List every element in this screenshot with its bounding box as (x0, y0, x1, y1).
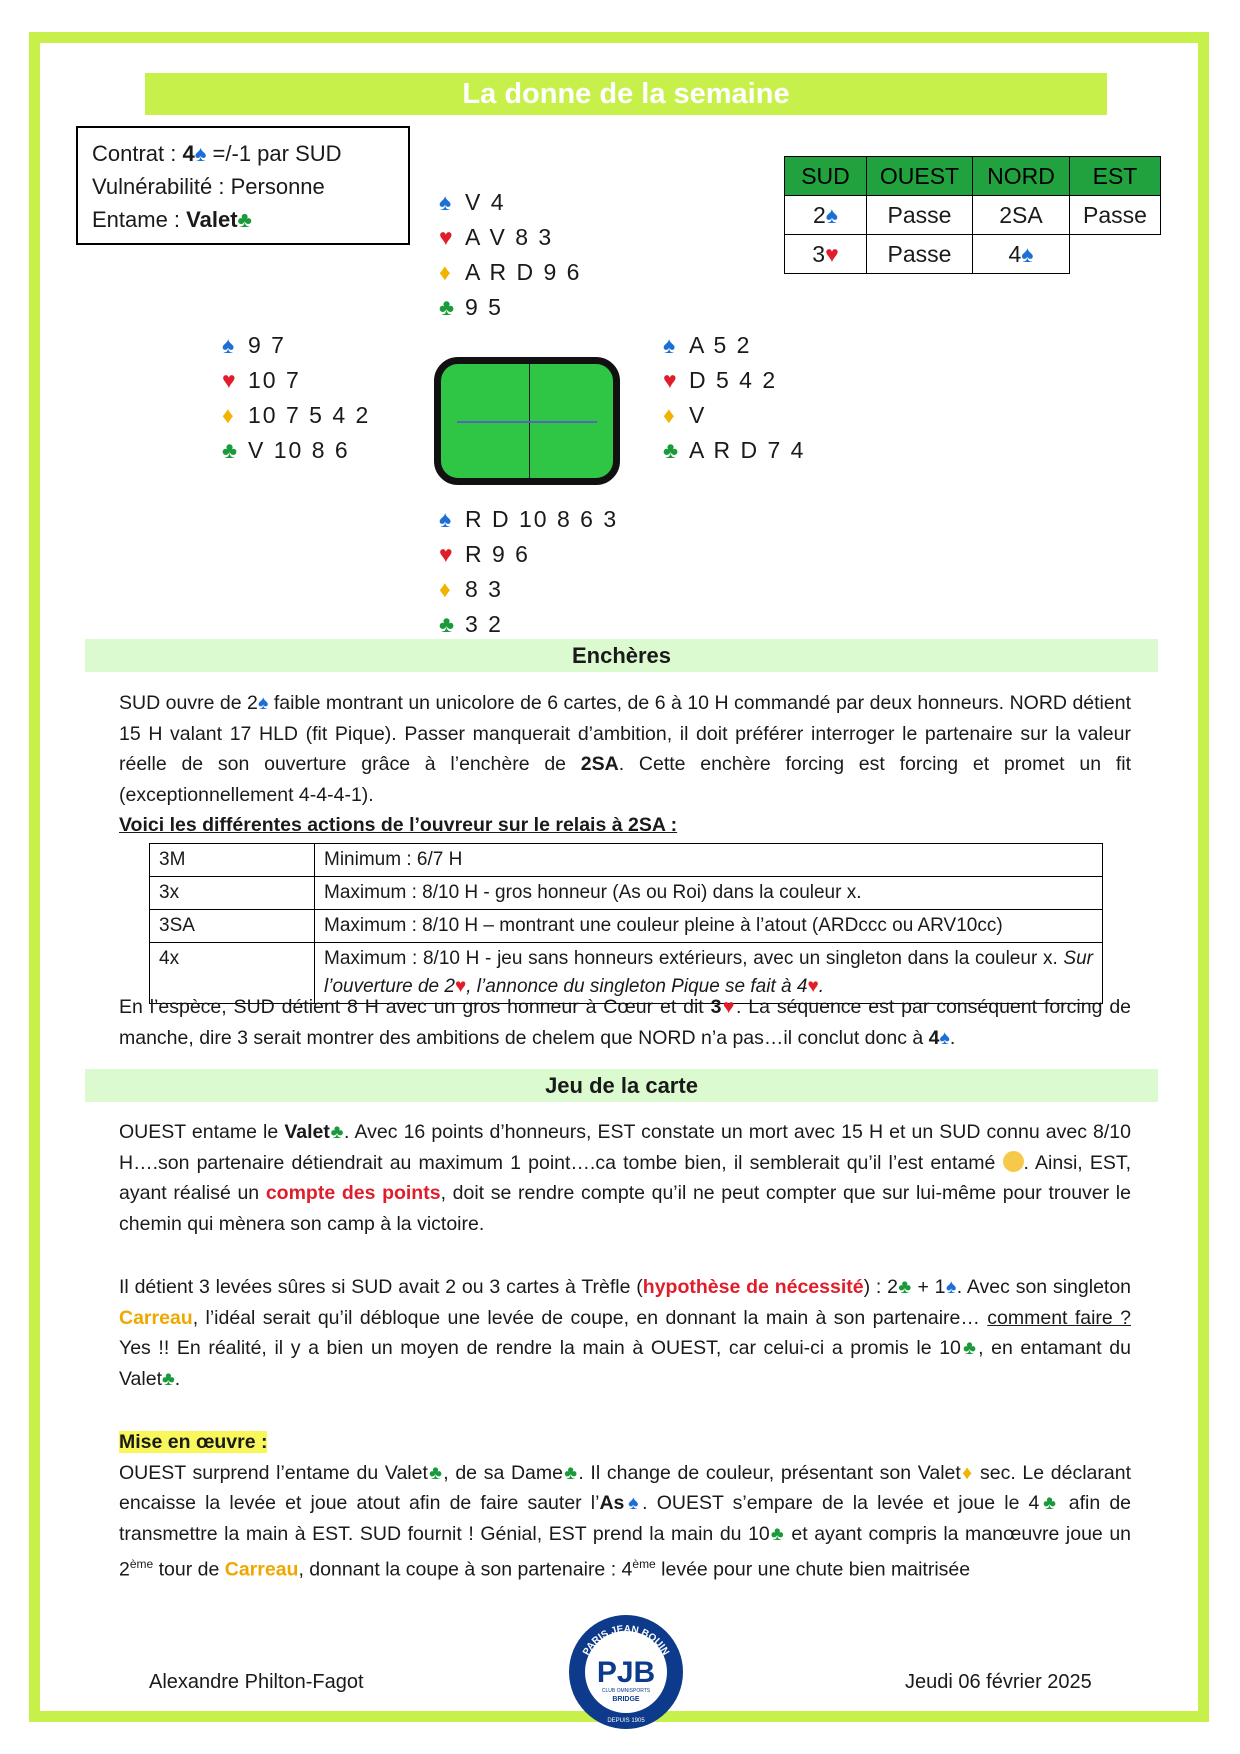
text: sec. Le déclarant encaisse la levée et joue atout afin de faire sauter l’ (119, 1461, 1132, 1514)
club-icon: ♣ (162, 1367, 175, 1390)
sud-hearts (439, 537, 618, 572)
est-spades (663, 328, 805, 363)
bid-level: 4 (1008, 240, 1022, 267)
text: Maximum : 8/10 H - jeu sans honneurs extérieurs, avec un singleton dans la couleur x. (324, 948, 1064, 969)
text: Yes !! En réalité, il y a bien un moyen de rendre la main à OUEST, car celui-ci a promis le 10 (119, 1337, 961, 1359)
cards: D 5 4 2 (689, 367, 778, 393)
text: 4 (928, 1026, 940, 1049)
text: ème (129, 1557, 154, 1571)
vulnerability-line: Vulnérabilité : Personne (92, 174, 325, 199)
text: . La séquence est par conséquent forcing de manche, dire 3 serait montrer des ambitions de chelem que NORD n’a pas…il conclut donc à (119, 996, 1132, 1049)
text: As (599, 1492, 625, 1514)
nord-clubs (439, 290, 581, 325)
bid-cell: Passe (867, 196, 973, 235)
text: + 1 (911, 1276, 946, 1298)
est-hearts (663, 363, 805, 398)
highlight-text: Carreau (119, 1306, 193, 1329)
table-row (150, 910, 1103, 943)
bid-cell: Passe (1070, 196, 1161, 235)
text: . Ainsi, EST, ayant réalisé un (119, 1151, 1132, 1204)
text: Il détient 3 levées sûres si SUD avait 2 ou 3 cartes à Trèfle ( (119, 1276, 643, 1298)
text: . (949, 1026, 956, 1049)
cards: 8 3 (465, 576, 503, 602)
heart-icon: ♥ (439, 224, 453, 250)
club-icon: ♣ (439, 294, 455, 320)
contract-label: Contrat : (92, 141, 183, 166)
heart-icon: ♥ (721, 996, 736, 1018)
cards: 9 5 (465, 294, 503, 320)
lead-line (92, 203, 394, 236)
club-icon: ♣ (898, 1276, 912, 1298)
bid-cell (973, 235, 1070, 274)
cards: 3 2 (465, 611, 503, 637)
mise-heading: Mise en œuvre : (119, 1431, 268, 1453)
cards: 10 7 5 4 2 (248, 402, 371, 428)
club-icon: ♣ (769, 1522, 785, 1545)
spade-icon: ♠ (624, 1492, 643, 1514)
action-key: 4x (150, 943, 315, 1004)
cards: V (689, 402, 707, 428)
encheres-conclusion (119, 992, 1131, 1053)
jeu-paragraph-1 (119, 1117, 1131, 1239)
cards: V 10 8 6 (248, 437, 350, 463)
sud-clubs (439, 607, 618, 642)
lead-card: Valet (186, 207, 238, 232)
logo-sub1: CLUB OMNISPORTS (601, 1688, 651, 1694)
date: Jeudi 06 février 2025 (905, 1671, 1092, 1693)
bidding-row (785, 235, 1161, 274)
cards: V 4 (465, 189, 506, 215)
cards: A R D 9 6 (465, 259, 582, 285)
est-diamonds (663, 398, 805, 433)
heart-icon: ♥ (454, 976, 467, 997)
nord-hearts (439, 220, 581, 255)
cards: 9 7 (248, 332, 286, 358)
text: Sur l’ouverture de 2 (324, 948, 1093, 997)
est-clubs (663, 433, 805, 468)
action-key: 3M (150, 844, 315, 877)
bid-cell (785, 196, 867, 235)
cards: R 9 6 (465, 541, 530, 567)
text: OUEST surprend l’entame du Valet (119, 1461, 428, 1484)
logo-sub2: BRIDGE (612, 1696, 640, 1703)
text: ) : 2 (863, 1276, 899, 1298)
spade-icon: ♠ (439, 506, 452, 532)
text: Valet (284, 1121, 330, 1143)
logo-sub3: DEPUIS 1905 (607, 1718, 645, 1724)
author: Alexandre Philton-Fagot (149, 1671, 364, 1693)
hand-nord (439, 185, 581, 325)
contract-level: 4 (182, 141, 195, 166)
bridge-table-icon (434, 357, 620, 485)
bid-cell: Passe (867, 235, 973, 274)
spade-icon: ♠ (825, 201, 838, 228)
diamond-icon: ♦ (960, 1461, 974, 1484)
action-value: Maximum : 8/10 H - gros honneur (As ou Roi) dans la couleur x. (315, 877, 1103, 910)
text: En l’espèce, SUD détient 8 H avec un gros honneur à Cœur et dit (119, 996, 711, 1018)
bid-level: 2 (812, 201, 826, 228)
text: . (818, 976, 824, 997)
text: comment faire ? (987, 1306, 1131, 1329)
contract-box (76, 126, 410, 245)
table-row (150, 844, 1103, 877)
cards: 10 7 (248, 367, 301, 393)
spade-icon: ♠ (257, 692, 269, 714)
bid-header-sud: SUD (785, 157, 867, 196)
club-icon: ♣ (237, 207, 252, 232)
opener-actions-table (149, 843, 1103, 1004)
bidding-table (784, 156, 1161, 274)
smiley-icon (1003, 1151, 1024, 1172)
cards: A V 8 3 (465, 224, 554, 250)
action-value: Maximum : 8/10 H – montrant une couleur pleine à l’atout (ARDccc ou ARV10cc) (315, 910, 1103, 943)
spade-icon: ♠ (939, 1026, 950, 1049)
heart-icon: ♥ (663, 367, 677, 393)
club-icon: ♣ (663, 437, 679, 463)
diamond-icon: ♦ (439, 576, 451, 602)
text: . Avec son singleton (956, 1276, 1132, 1298)
page-title: La donne de la semaine (145, 73, 1107, 115)
club-icon: ♣ (329, 1121, 345, 1143)
highlight-text: compte des points (265, 1182, 441, 1204)
sud-spades (439, 502, 618, 537)
text: . (174, 1367, 181, 1390)
text: levée pour une chute bien maitrisée (655, 1558, 971, 1581)
contract-result: =/-1 par SUD (206, 141, 342, 166)
section-heading-encheres: Enchères (85, 639, 1158, 672)
text: faible montrant un unicolore de 6 cartes, de 6 à 10 H commandé par deux honneurs. NORD détient 15 H valant 17 HLD (fit Pique). Passer manquerait d’ambition, il doit préférer interroger le partenaire sur la valeur réelle de son ouverture grâce à l’enchère de (119, 692, 1131, 775)
heart-icon: ♥ (439, 541, 453, 567)
action-key: 3SA (150, 910, 315, 943)
text: tour de (153, 1558, 225, 1581)
club-logo (566, 1612, 686, 1732)
text: afin de transmettre la main à EST. SUD fournit ! Génial, EST prend la main du 10 (119, 1492, 1132, 1545)
spade-icon: ♠ (1021, 240, 1034, 267)
logo-monogram: PJB (596, 1656, 656, 1689)
action-value: Minimum : 6/7 H (315, 844, 1103, 877)
bid-cell (785, 235, 867, 274)
nord-spades (439, 185, 581, 220)
hand-ouest (222, 328, 370, 468)
action-key: 3x (150, 877, 315, 910)
club-icon: ♣ (1039, 1492, 1060, 1514)
hand-sud (439, 502, 618, 642)
logo-ring-text: PARIS JEAN BOUIN (581, 1623, 671, 1658)
text: , l’idéal serait qu’il débloque une levée de coupe, en donnant la main à son partenaire… (192, 1306, 988, 1329)
text: OUEST entame le (119, 1121, 285, 1143)
heart-icon: ♥ (222, 367, 236, 393)
text: ème (632, 1557, 656, 1571)
spade-icon: ♠ (663, 332, 676, 358)
bidding-header-row (785, 157, 1161, 196)
heart-icon: ♥ (825, 240, 839, 267)
club-icon: ♣ (222, 437, 238, 463)
diamond-icon: ♦ (222, 402, 234, 428)
bid-cell-empty (1070, 235, 1161, 274)
ouest-clubs (222, 433, 370, 468)
bid-cell: 2SA (973, 196, 1070, 235)
table-row (150, 877, 1103, 910)
ouest-diamonds (222, 398, 370, 433)
text: . Il change de couleur, présentant son Valet (578, 1461, 961, 1484)
text: , en entamant du Valet (119, 1337, 1132, 1390)
bid-header-ouest: OUEST (867, 157, 973, 196)
highlight-text: Carreau (224, 1558, 299, 1581)
hand-est (663, 328, 805, 468)
nord-diamonds (439, 255, 581, 290)
contract-line (92, 137, 394, 170)
text: 2SA (580, 753, 619, 775)
spade-icon: ♠ (945, 1276, 957, 1298)
text: , de sa Dame (443, 1461, 563, 1484)
cards: R D 10 8 6 3 (465, 506, 619, 532)
spade-icon: ♠ (439, 189, 452, 215)
text: . Cette enchère forcing est forcing et promet un fit (exceptionnellement 4-4-4-1). (119, 753, 1131, 806)
diamond-icon: ♦ (439, 259, 451, 285)
sud-diamonds (439, 572, 618, 607)
spade-icon: ♠ (194, 141, 207, 166)
ouest-spades (222, 328, 370, 363)
section-heading-jeu: Jeu de la carte (85, 1069, 1158, 1102)
bid-header-est: EST (1070, 157, 1161, 196)
club-icon: ♣ (563, 1461, 579, 1484)
cards: A 5 2 (689, 332, 752, 358)
text: . Avec 16 points d’honneurs, EST constate un mort avec 15 H et un SUD connu avec 8/10 H….son partenaire détiendrait au maximum 1 point….ca tombe bien, il semblerait qu’il l’est entamé (119, 1121, 1132, 1174)
lead-label: Entame : (92, 207, 187, 232)
text: , donnant la coupe à son partenaire : 4 (298, 1558, 633, 1581)
bidding-row (785, 196, 1161, 235)
cards: A R D 7 4 (689, 437, 806, 463)
text: et ayant compris la manœuvre joue un 2 (119, 1522, 1132, 1581)
club-icon: ♣ (427, 1461, 444, 1484)
text: SUD ouvre de 2 (119, 692, 258, 714)
jeu-paragraph-2 (119, 1272, 1131, 1394)
diamond-icon: ♦ (663, 402, 675, 428)
text: , l’annonce du singleton Pique se fait à 4 (466, 976, 808, 997)
encheres-paragraph (119, 688, 1131, 841)
heart-icon: ♥ (807, 976, 819, 997)
bid-header-nord: NORD (973, 157, 1070, 196)
highlight-text: hypothèse de nécessité (642, 1276, 864, 1298)
spade-icon: ♠ (222, 332, 235, 358)
text: . OUEST s’empare de la levée et joue le 4 (642, 1492, 1040, 1514)
text: , doit se rendre compte qu’il ne peut compter que sur lui-même pour trouver le chemin qui mènera son camp à la victoire. (119, 1182, 1131, 1235)
bid-level: 3 (812, 240, 826, 267)
text: 3 (710, 996, 722, 1018)
jeu-paragraph-3 (119, 1427, 1131, 1585)
club-icon: ♣ (439, 611, 455, 637)
table-divider-horizontal (457, 421, 597, 423)
actions-heading: Voici les différentes actions de l’ouvreur sur le relais à 2SA : (119, 814, 678, 836)
club-icon: ♣ (960, 1337, 979, 1359)
ouest-hearts (222, 363, 370, 398)
